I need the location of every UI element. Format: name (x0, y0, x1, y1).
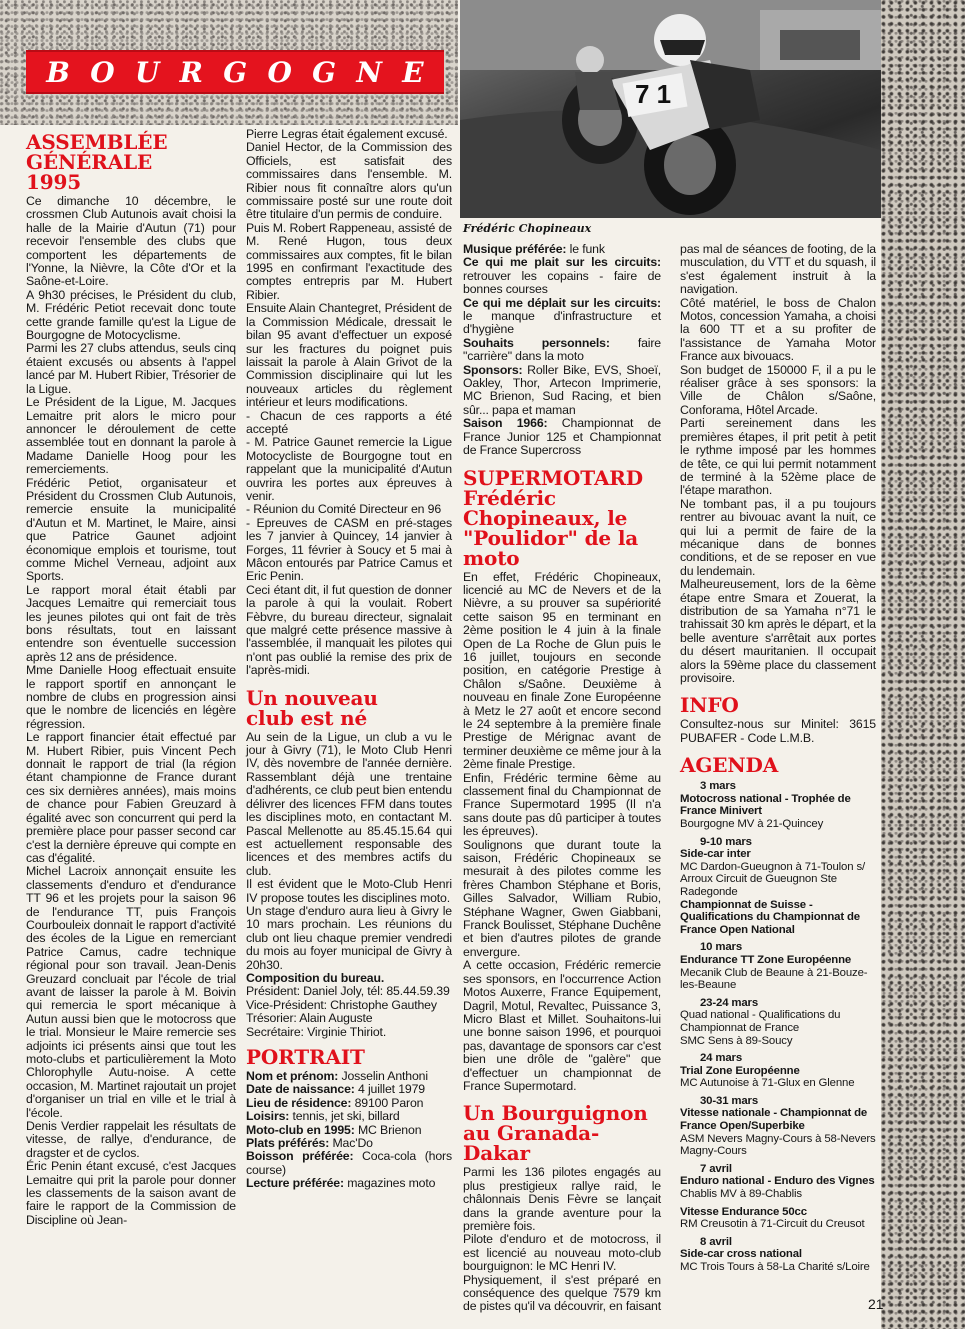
plate-number: 7 1 (635, 79, 672, 109)
paragraph: Éric Penin étant excusé, c'est Jacques Lemaitre qui prit la parole pour donner les classements de la saison avant de faire le rapport de la Commission de Discipline où Jean- (26, 1159, 236, 1227)
portrait-line (246, 1150, 452, 1177)
banner-letter: G (223, 55, 248, 89)
agenda-place: Chablis MV à 89-Chablis (680, 1188, 802, 1201)
column-middle (246, 128, 452, 1191)
paragraph: En effet, Frédéric Chopineaux, licencié au MC de Nevers et de la Nièvre, a su prouver sa supériorité cette saison 95 en terminant en 2ème position le 4 juin à la finale Open de La Roche de Glun puis le 16 juillet, toujours en seconde position, en catégorie Prestige à Châlon s/Saône. Deuxième à nouveau en finale Zone Européenne à Metz le 27 août et encore second le 24 septembre à la première finale Prestige de Mérignac avant de terminer deuxième ce même jour à la 2ème finale Prestige. (463, 569, 661, 772)
paragraph: Michel Lacroix annonçait ensuite les classements d'enduro et d'endurance TT 96 et les projets pour la saison 96 de l'endurance TT, puis François Courbouleix donnait le rapport d'activité des écoles de la Ligue en remerciant Patrice Camus, cadre technique régional pour son travail. Jean-Denis Greuzard concluait par l'école de trial avant de laisser la parole à M. Boivin qui remercia le sport mécanique à Autun aussi bien que le motocross que le trial. Monsieur le Maire remercie ses adjoints ici présents ainsi que tout les moto-clubs et particulièrement la Moto Chlorophylle Autu-noise. A cette occasion, M. Martinet rajoutait un projet d'organiser un trial en ville et le trial à l'école. (26, 864, 236, 1120)
portrait-key: Nom et prénom: (246, 1069, 339, 1083)
motorcycle-illustration (460, 0, 881, 218)
paragraph: - Réunion du Comité Directeur en 96 (246, 502, 442, 517)
heading-assemblee: ASSEMBLÉE GÉNÉRALE 1995 (26, 130, 168, 194)
heading-supermotard: SUPERMOTARD Frédéric Chopineaux, le "Poulidor" de la moto (463, 465, 643, 570)
paragraph: Ensuite Alain Chantegret, Président de la Commission Médicale, dressait le bilan 95 avant d'effectuer un exposé sur les fractures du poignet puis laissait la parole à Alain Grivot de la Commission disciplinaire qui lut les nouveaux articles du règlement intérieur et leurs modifications. (246, 301, 452, 410)
agenda-extra: Championnat de Suisse - Qualifications du Championnat de France Open National (680, 898, 860, 936)
agenda-date: 3 mars (700, 780, 736, 793)
portrait-line (246, 1083, 452, 1096)
portrait-key: Boisson préférée: (246, 1149, 354, 1164)
portrait-line (463, 337, 661, 364)
paragraph: Parmi les 136 pilotes engagés au plus prestigieux rallye raid, le châlonnais Denis Fèvre se lançait dans la grande aventure pour la première fois. (463, 1165, 661, 1233)
portrait-key: Sponsors: (463, 362, 523, 377)
bureau-line: Vice-Président: Christophe Gauthey (246, 997, 437, 1012)
paragraph: Ceci étant dit, il fut question de donner la parole à qui la voulait. Robert Fèbvre, du bureau directeur, signalait que malgré cette présence massive à l'assemblée, il manquait les pilotes qui n'ont pas oublié la remise des prix de l'après-midi. (246, 582, 452, 678)
portrait-value: Coca-cola (hors course) (246, 1149, 452, 1177)
heading-portrait: PORTRAIT (246, 1045, 365, 1069)
agenda-event: Vitesse nationale - Championnat de France Open/Superbike (680, 1107, 868, 1133)
paragraph: Pierre Legras était également excusé. (246, 127, 448, 141)
paragraph: Au sein de la Ligue, un club a vu le jour à Givry (71), le Moto Club Henri IV, dès novembre de l'année dernière. Rassemblant déjà une trentaine d'adhérents, ce club peut bien entendu délivrer des licences FFM dans toutes les disciplines moto, en contactant M. Pascal Mellenotte au 85.45.15.64 qui est actuellement responsable des licences et des membres actifs du club. (246, 729, 452, 878)
portrait-key: Musique préférée: (463, 242, 567, 256)
agenda-event: Side-car inter (680, 848, 751, 861)
paragraph: Frédéric Petiot, organisateur et Président du Crossmen Club Autunois, remercie ensuite la municipalité d'Autun et M. Martinet, le Maire, ainsi que Patrice Gaunet adjoint économique emplois et tourisme, tout comme Michel Verneau, adjoint aux Sports. (26, 475, 236, 584)
paragraph: - M. Patrice Gaunet remercie la Ligue Motocycliste de Bourgogne tout en rappelant que la municipalité d'Autun ouvrira les portes aux épreuves à venir. (246, 435, 452, 503)
agenda-place: Bourgogne MV à 21-Quincey (680, 818, 824, 830)
photo-caption: Frédéric Chopineaux (463, 222, 592, 235)
agenda-item (680, 780, 876, 830)
portrait-value: 89100 Paron (354, 1095, 424, 1110)
paragraph: Physiquement, il s'est préparé en conséquence des quelque 7579 km de pistes qu'il va découvrir, en faisant (463, 1272, 661, 1314)
paragraph: - Chacun de ces rapports a été accepté (246, 408, 452, 436)
portrait-key: Saison 1966: (463, 416, 548, 431)
portrait-line (463, 417, 661, 457)
paragraph: Daniel Hector, de la Commission des Officiels, est satisfait des commissaires dans l'ensemble. M. Ribier nous fit connaître alors qu'un commissaire posté sur une route doit être titulaire d'un permis de conduire. (246, 140, 452, 222)
portrait-key: Moto-club en 1995: (246, 1122, 355, 1137)
paragraph: Il est évident que le Moto-Club Henri IV propose toutes les disciplines moto. (246, 877, 452, 905)
paragraph: Côté matériel, le boss de Chalon Motos, concession Yamaha, a choisi la 600 TT et a su profiter de l'assistance de Yamaha Motor France aux bivouacs. (680, 295, 876, 364)
speckle-background-right (881, 0, 965, 1329)
paragraph: Denis Verdier rappelait les résultats de vitesse, de rallye, d'endurance, de dragster et de cyclos. (26, 1119, 236, 1160)
portrait-line (463, 297, 661, 337)
portrait-key: Ce qui me déplait sur les circuits: (463, 295, 661, 310)
banner-letter: G (312, 55, 337, 89)
agenda-event: Side-car cross national (680, 1248, 802, 1261)
paragraph: Ne tombant pas, il a pu toujours rentrer au bivouac avant la nuit, ce qui lui a permit de faire de la mécanique dans de bonnes conditions, et de se reposer en vue du lendemain. (680, 496, 876, 578)
agenda-event: Motocross national - Trophée de France Minivert (680, 792, 851, 818)
portrait-value: MC Brienon (357, 1122, 422, 1137)
banner-letter: R (179, 55, 203, 89)
paragraph: Parmi les 27 clubs attendus, seuls cinq étaient excusés ou absents à l'appel lancé par M. Hubert Ribier, Trésorier de la Ligue. (26, 341, 236, 396)
banner-letter: O (267, 55, 292, 89)
agenda-place: MC Autunoise à 71-Glux en Glenne (680, 1077, 855, 1090)
bureau-line: Président: Daniel Joly, tél: 85.44.59.39 (246, 984, 450, 999)
agenda-item (680, 997, 876, 1047)
bureau-title: Composition du bureau. (246, 970, 385, 985)
portrait-line (246, 1110, 452, 1123)
paragraph: Le rapport moral était établi par Jacques Lemaitre qui remerciait tous les jeunes pilotes qui ont fait de très bons résultats, tout en laissant entendre son éventuelle succession après 12 ans de présidence. (26, 582, 236, 664)
paragraph: - Epreuves de CASM en pré-stages les 7 janvier à Quincey, 14 janvier à Forges, 11 février à Soucy et 5 mai à Mâcon entourés par Patrice Camus et Eric Penin. (246, 515, 452, 584)
banner-letter: N (356, 55, 382, 89)
paragraph: Pilote d'enduro et de motocross, il est licencié au nouveau moto-club bourguignon: le MC Henri IV. (463, 1232, 661, 1274)
heading-dakar: Un Bourguignon au Granada-Dakar (463, 1101, 648, 1166)
heading-info: INFO (680, 693, 739, 718)
agenda-place: MC Trois Tours à 58-La Charité s/Loire (680, 1261, 870, 1273)
agenda-date: 8 avril (700, 1235, 732, 1248)
agenda-item (680, 941, 876, 991)
agenda-extra: SMC Sens à 89-Soucy (680, 1034, 793, 1047)
dakar-continued (680, 243, 876, 685)
paragraph: Puis M. Robert Rappeneau, assisté de M. René Hugon, tous deux commissaires aux comptes, fit le bilan 1995 en confirmant l'exactitude des comptes entrepris par M. Hubert Ribier. (246, 220, 452, 302)
paragraph: A 9h30 précises, le Président du club, M. Frédéric Petiot recevait donc toute cette grande famille qu'est la Ligue de Bourgogne de Motocyclisme. (26, 287, 236, 343)
portrait-value: Mac'Do (332, 1136, 373, 1151)
bureau-line: Trésorier: Alain Auguste (246, 1011, 373, 1026)
agenda-date: 24 mars (700, 1052, 743, 1065)
paragraph: Parti sereinement dans les premières étapes, il prit petit à petit le rythme imposé par les hommes de tête, ce qui lui permit notamment de terminé à la 52ème place de l'étape marathon. (680, 416, 876, 498)
page-number: 21 (868, 1296, 884, 1312)
paragraph: Soulignons que durant toute la saison, Frédéric Chopineaux se mesurait à des pilotes comme les frères Chambon Stéphane et Boris, Gilles Salvador, William Rubio, Stéphane Wagner, Gwen Giabbani, Franck Boulisset, Stéphane Duchêne et bien d'autres pilotes de grande envergure. (463, 837, 661, 959)
portrait-line (463, 256, 661, 296)
portrait-line (246, 1124, 452, 1137)
portrait-value: tennis, jet ski, billard (292, 1109, 400, 1124)
portrait-line (246, 1070, 452, 1083)
portrait-line (463, 364, 661, 418)
portrait-key: Lecture préférée: (246, 1176, 344, 1191)
agenda-event: Trial Zone Européenne (680, 1064, 800, 1077)
info-text: Consultez-nous sur Minitel: 3615 PUBAFER - Code L.M.B. (680, 717, 876, 745)
paragraph: Enfin, Frédéric termine 6ème au classement final du Championnat de France Supermotard 1995 (Il n'a sans doute pas dû participer à toutes les épreuves). (463, 770, 661, 839)
agenda-date: 10 mars (700, 941, 743, 954)
portrait-key: Lieu de résidence: (246, 1095, 352, 1110)
paragraph: Mme Danielle Hoog effectuait ensuite le rapport sportif en annonçant le nombre de clubs en progression ainsi que le nombre de licenciés en légère régression. (26, 663, 236, 731)
paragraph: A cette occasion, Frédéric remercie ses sponsors, en l'occurrence Action Motos Auxerre, France Equipement, Dagril, Motul, Revaltec, Puissance 3, Micro Blast et Millet. Souhaitons-lui une bonne saison 1996, et pourquoi pas, davantage de sponsors car c'est bien une drôle de "galère" que d'effectuer un championnat de France Supermotard. (463, 958, 661, 1093)
heading-agenda: AGENDA (680, 753, 779, 778)
agenda-event: Enduro national - Enduro des Vignes (680, 1175, 875, 1188)
agenda-place: ASM Nevers Magny-Cours à 58-Nevers Magny-Cours (680, 1132, 876, 1158)
agenda-place: Mecanik Club de Beaune à 21-Bouze-les-Beaune (680, 966, 868, 992)
section-banner (26, 50, 444, 94)
nouveau-club-body (246, 731, 452, 972)
portrait-key: Loisirs: (246, 1109, 290, 1124)
dakar-body (463, 1166, 661, 1313)
agenda-date: 7 avril (700, 1162, 732, 1175)
banner-letter: O (90, 55, 115, 89)
portrait-line (246, 1137, 452, 1150)
agenda-item (680, 1236, 876, 1274)
paragraph: Le Président de la Ligue, M. Jacques Lemaitre prit alors le micro pour annoncer le déroulement de cette assemblée tout en donnant la parole à Madame Danielle Hoog pour les remerciements. (26, 395, 236, 477)
portrait-value: le manque d'infrastructure et d'hygiène (463, 309, 661, 337)
bureau-line: Secrétaire: Virginie Thiriot. (246, 1024, 387, 1039)
column-supermotard (463, 243, 661, 1314)
portrait-value: magazines moto (347, 1176, 436, 1191)
paragraph: Son budget de 150000 F, il a pu le réaliser grâce à ses sponsors: la Ville de Châlon s/Saône, Conforama, Hôtel Arcade. (680, 362, 876, 417)
column-assemblee (26, 128, 236, 1227)
agenda-event: Endurance TT Zone Européenne (680, 953, 852, 966)
portrait-list (246, 1070, 452, 1191)
portrait-value: Josselin Anthoni (341, 1069, 428, 1083)
paragraph: pas mal de séances de footing, de la musculation, du VTT et du squash, il s'est également instruit à la navigation. (680, 242, 876, 297)
portrait-value: le funk (569, 242, 605, 256)
agenda-item (680, 1163, 876, 1201)
portrait-value: 4 juillet 1979 (358, 1082, 425, 1097)
rider-photo (460, 0, 881, 218)
paragraph: Le rapport financier était effectué par M. Hubert Ribier, puis Vincent Pech donnait le rapport de trial (la région étant championne de France durant ces six dernières années), mais moins de chance pour Fabien Greuzard à égalité avec son concurrent qui perd la première place pour passer second car c'est la dernière épreuve qui compte en cas d'égalité. (26, 730, 236, 865)
agenda-place: MC Dardon-Gueugnon à 71-Toulon s/ Arroux Circuit de Gueugnon Ste Radegonde (680, 860, 866, 898)
portrait-key: Date de naissance: (246, 1082, 355, 1097)
agenda-date: 23-24 mars (700, 996, 759, 1009)
agenda-list (680, 780, 876, 1273)
agenda-item (680, 1206, 876, 1231)
portrait-value: Championnat de France Junior 125 et Championnat de France Supercross (463, 416, 661, 458)
agenda-date: 9-10 mars (700, 835, 752, 848)
supermotard-body (463, 571, 661, 1094)
assemblee-body (26, 195, 236, 1227)
portrait-value: retrouver les copains - faire de bonnes courses (463, 268, 661, 297)
banner-letter: B (46, 55, 70, 89)
agenda-item (680, 836, 876, 937)
portrait-value: faire "carrière" dans la moto (463, 335, 661, 364)
portrait-key: Souhaits personnels: (463, 335, 610, 350)
portrait-line (463, 243, 661, 256)
portrait-continued (463, 243, 661, 458)
banner-letter: E (402, 55, 424, 89)
bureau-list (246, 985, 452, 1039)
agenda-item (680, 1095, 876, 1158)
column-right (680, 243, 876, 1274)
agenda-event: Vitesse Endurance 50cc (680, 1205, 807, 1218)
paragraph: Un stage d'enduro aura lieu à Givry le 10 mars prochain. Les réunions du club ont lieu chaque premier vendredi du mois au foyer municipal de Givry à 20h30. (246, 903, 452, 972)
agenda-place: Quad national - Qualifications du Championnat de France (680, 1009, 841, 1034)
portrait-line (246, 1097, 452, 1110)
portrait-key: Plats préférés: (246, 1136, 330, 1151)
agenda-date: 30-31 mars (700, 1094, 759, 1107)
portrait-value: Roller Bike, EVS, Shoeï, Oakley, Thor, Artecon Imprimerie, MC Brienon, Sud Racing, et bien sûr... papa et maman (463, 362, 661, 417)
heading-nouveau-club: Un nouveau club est né (246, 685, 378, 730)
portrait-key: Ce qui me plait sur les circuits: (463, 255, 661, 270)
banner-letter: U (134, 55, 160, 89)
assemblee-continued (246, 128, 452, 678)
paragraph: Malheureusement, lors de la 6ème étape entre Smara et Zouerat, la distribution de sa Yamaha n°71 le trahissait 30 km après le départ, et la belle aventure s'arrêtait aux portes du désert mauritanien. Il occupait alors la 59ème place du classement provisoire. (680, 577, 876, 685)
agenda-place: RM Creusotin à 71-Circuit du Creusot (680, 1218, 865, 1231)
portrait-line (246, 1177, 452, 1190)
paragraph: Ce dimanche 10 décembre, le crossmen Club Autunois avait choisi la halle de la Mairie d'Autun (71) pour recevoir l'ensemble des clubs que comportent les départements de l'Yonne, la Nièvre, la Côte d'Or et la Saône-et-Loire. (26, 194, 236, 289)
agenda-item (680, 1052, 876, 1090)
